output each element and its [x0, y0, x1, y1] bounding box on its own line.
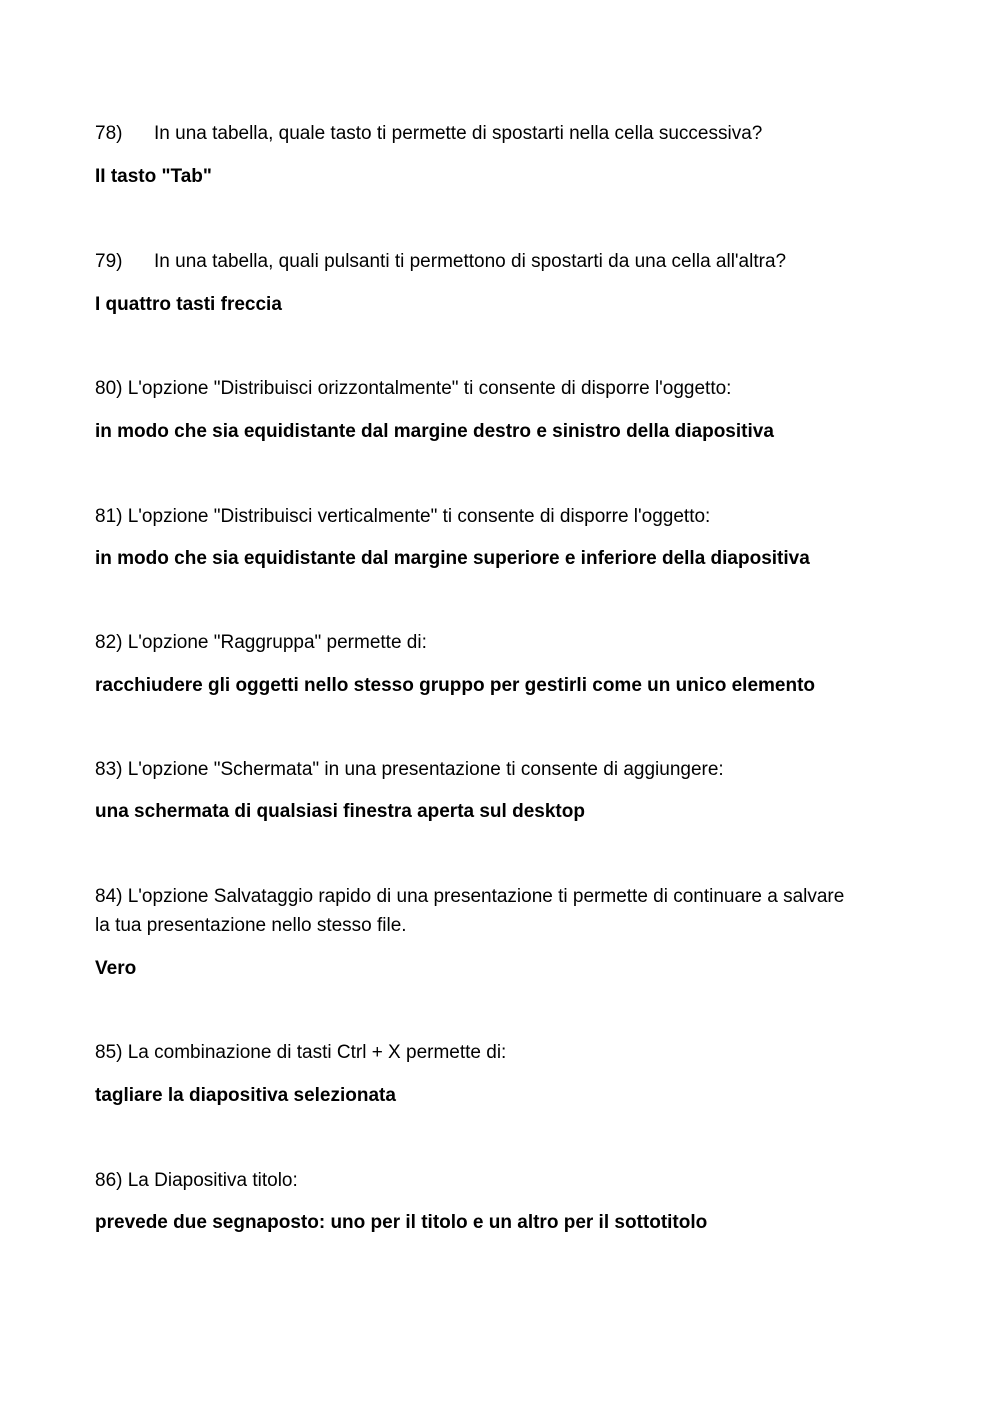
question-text: In una tabella, quali pulsanti ti permettono di spostarti da una cella all'altra?	[154, 251, 787, 272]
question-79	[95, 247, 895, 276]
question-82: 82) L'opzione "Raggruppa" permette di:	[95, 632, 427, 653]
question-83: 83) L'opzione "Schermata" in una presentazione ti consente di aggiungere:	[95, 759, 724, 780]
question-text: In una tabella, quale tasto ti permette di spostarti nella cella successiva?	[154, 123, 763, 144]
answer-85: tagliare la diapositiva selezionata	[95, 1085, 396, 1106]
answer-81: in modo che sia equidistante dal margine superiore e inferiore della diapositiva	[95, 548, 810, 569]
question-84	[95, 882, 895, 940]
question-78	[95, 119, 895, 148]
answer-78: II tasto "Tab"	[95, 166, 212, 187]
question-85: 85) La combinazione di tasti Ctrl + X permette di:	[95, 1042, 507, 1063]
question-81: 81) L'opzione "Distribuisci verticalmente" ti consente di disporre l'oggetto:	[95, 506, 711, 527]
question-86: 86) La Diapositiva titolo:	[95, 1170, 298, 1191]
answer-84: Vero	[95, 958, 137, 979]
answer-80: in modo che sia equidistante dal margine destro e sinistro della diapositiva	[95, 421, 774, 442]
answer-86: prevede due segnaposto: uno per il titolo e un altro per il sottotitolo	[95, 1212, 708, 1233]
question-number: 78)	[95, 123, 123, 144]
answer-82: racchiudere gli oggetti nello stesso gruppo per gestirli come un unico elemento	[95, 675, 816, 696]
question-text-line: la tua presentazione nello stesso file.	[95, 915, 407, 936]
question-text-line: 84) L'opzione Salvataggio rapido di una presentazione ti permette di continuare a salvare	[95, 886, 845, 907]
answer-83: una schermata di qualsiasi finestra aperta sul desktop	[95, 801, 585, 822]
question-number: 79)	[95, 251, 123, 272]
question-80: 80) L'opzione "Distribuisci orizzontalmente" ti consente di disporre l'oggetto:	[95, 378, 732, 399]
answer-79: I quattro tasti freccia	[95, 294, 282, 315]
